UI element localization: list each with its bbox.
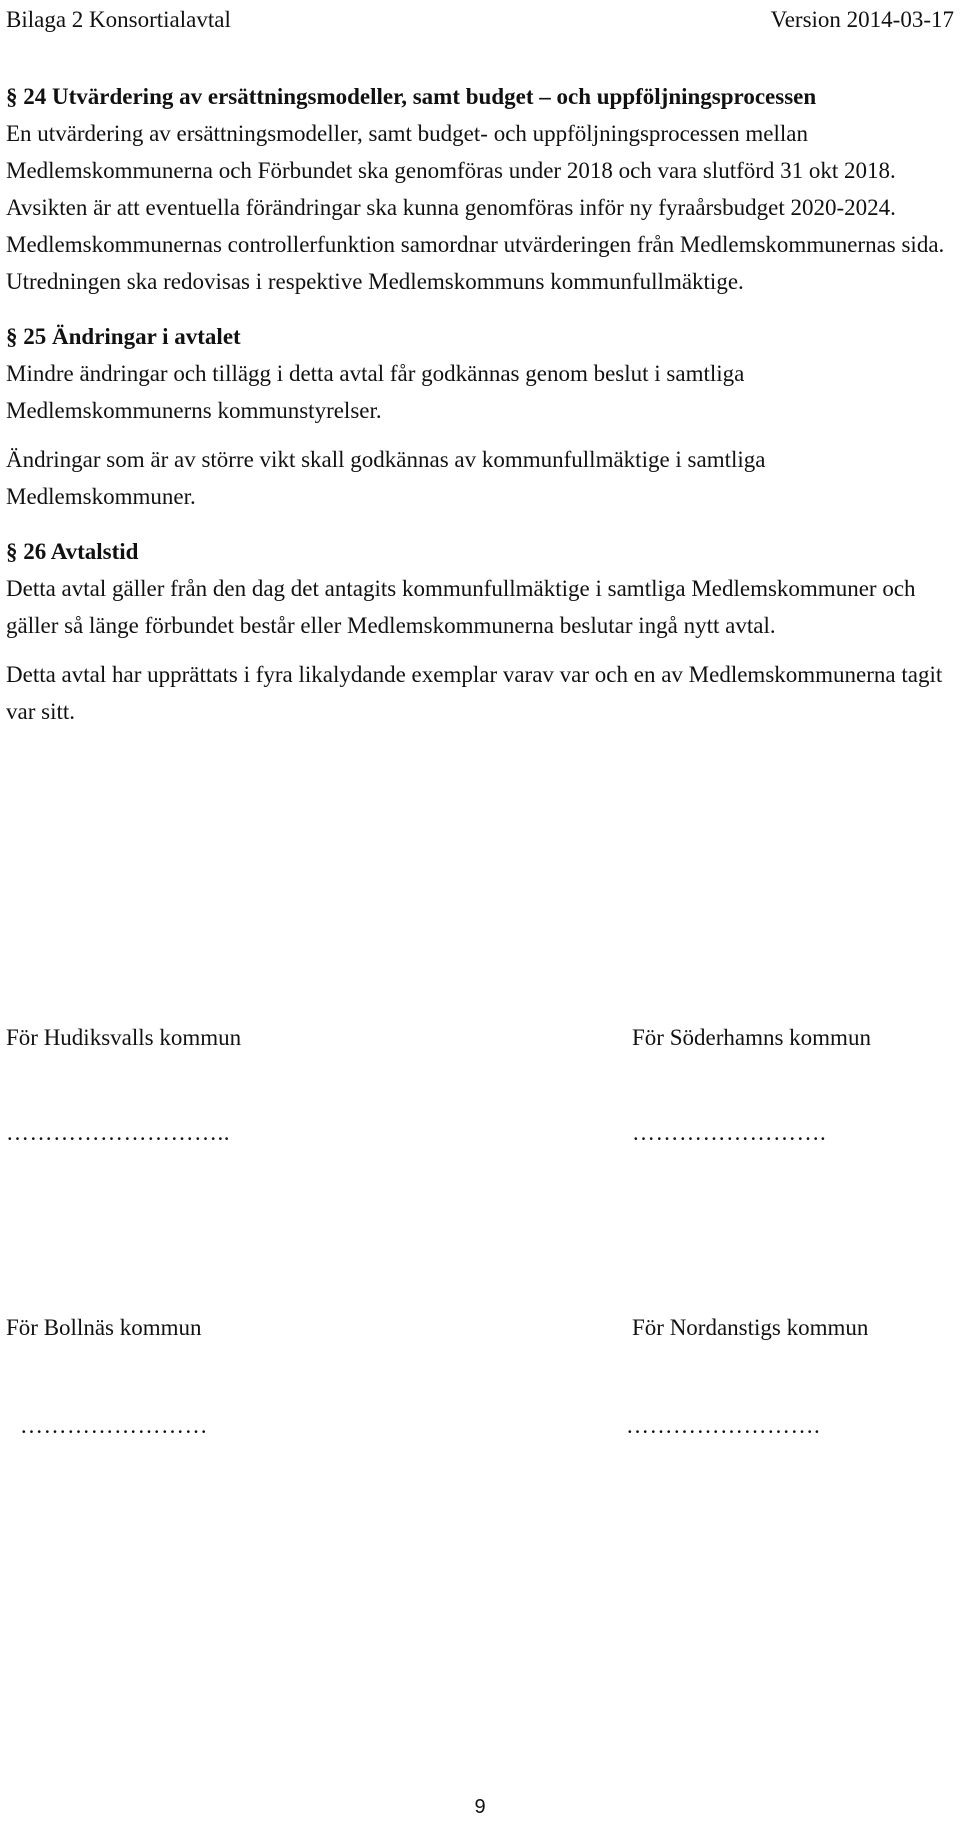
section-26-title: § 26 Avtalstid <box>6 539 139 564</box>
section-25-paragraph-2: Ändringar som är av större vikt skall godkännas av kommunfullmäktige i samtliga Medlemskommuner. <box>6 447 766 509</box>
page-header <box>6 4 954 36</box>
page-number: 9 <box>474 1796 486 1818</box>
document-title: Bilaga 2 Konsortialavtal <box>6 7 231 32</box>
section-25-paragraph-1: Mindre ändringar och tillägg i detta avtal får godkännas genom beslut i samtliga Medlemskommunerns kommunstyrelser. <box>6 361 745 423</box>
section-26-paragraph-1: Detta avtal gäller från den dag det antagits kommunfullmäktige i samtliga Medlemskommuner och gäller så länge förbundet består eller Medlemskommunerna beslutar ingå nytt avtal. <box>6 576 916 638</box>
signature-line-nordanstig: ……………………. <box>626 1413 821 1438</box>
section-26-paragraph-2: Detta avtal har upprättats i fyra likalydande exemplar varav var och en av Medlemskommunerna tagit var sitt. <box>6 662 943 724</box>
document-version: Version 2014-03-17 <box>770 7 954 32</box>
section-24-paragraph: En utvärdering av ersättningsmodeller, samt budget- och uppföljningsprocessen mellan Medlemskommunerna och Förbundet ska genomföras under 2018 och vara slutförd 31 okt 2018. Avsikten är att eventuella förändringar ska kunna genomföras inför ny fyraårsbudget 2020-2024. Medlemskommunernas controllerfunktion samordnar utvärderingen från Medlemskommunernas sida. Utredningen ska redovisas i respektive Medlemskommuns kommunfullmäktige. <box>6 121 945 294</box>
signature-line-hudiksvall: ……………………….. <box>6 1120 230 1145</box>
signature-label-bollnas: För Bollnäs kommun <box>6 1315 202 1340</box>
signature-label-hudiksvall: För Hudiksvalls kommun <box>6 1025 242 1050</box>
document-body <box>6 78 954 730</box>
section-24-title: § 24 Utvärdering av ersättningsmodeller, samt budget – och uppföljningsprocessen <box>6 84 817 109</box>
signature-label-nordanstig: För Nordanstigs kommun <box>632 1315 869 1340</box>
signature-line-bollnas: …………………… <box>20 1413 208 1438</box>
signature-line-soderhamn: ……………………. <box>632 1120 827 1145</box>
section-25-title: § 25 Ändringar i avtalet <box>6 324 241 349</box>
signature-label-soderhamn: För Söderhamns kommun <box>632 1025 871 1050</box>
